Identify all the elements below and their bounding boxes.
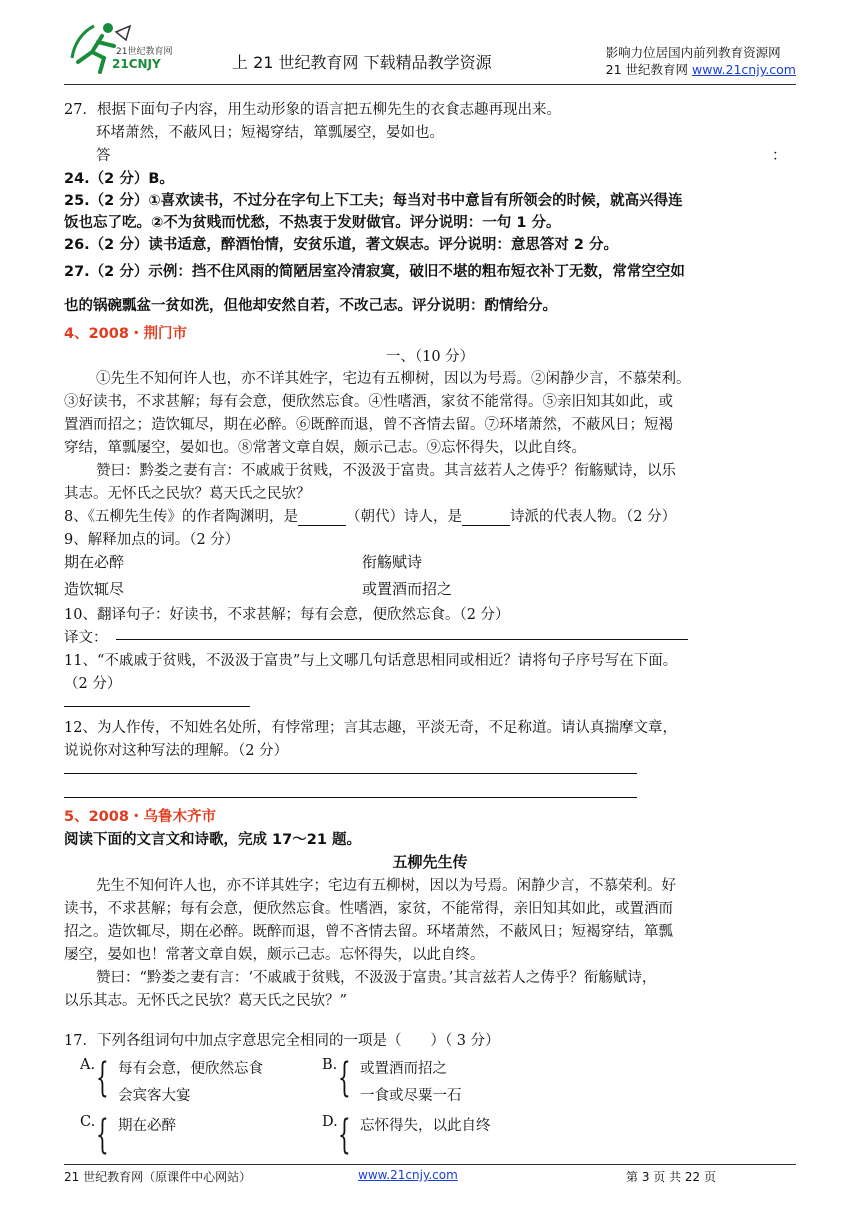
svg-text:21CNJY: 21CNJY bbox=[112, 57, 161, 71]
footer-divider bbox=[64, 1164, 796, 1165]
header-slogan: 影响力位居国内前列教育资源网 bbox=[605, 45, 781, 60]
option-d-1: 忘怀得失，以此自终 bbox=[360, 1118, 491, 1134]
page-header bbox=[0, 0, 860, 90]
q17: 17．下列各组词句中加点字意思完全相同的一项是（ ）（ 3 分） bbox=[64, 1033, 500, 1049]
logo-icon bbox=[64, 18, 174, 80]
option-d-label[interactable]: D. bbox=[322, 1114, 338, 1130]
section5-passage-2: 读书，不求甚解；每有会意，便欣然忘食。性嗜酒，家贫，不能常得，亲旧知其如此，或置酒而 bbox=[64, 901, 673, 917]
option-b-brace-icon: { bbox=[338, 1055, 351, 1101]
section5-passage-6: 以乐其志。无怀氏之民欤？葛天氏之民欤？” bbox=[64, 993, 347, 1009]
section4-passage-3: 置酒而招之；造饮辄尽，期在必醉。⑥既醉而退，曾不吝情去留。⑦环堵萧然，不蔽风日；短褐 bbox=[64, 417, 673, 433]
q8-blank-school[interactable] bbox=[462, 511, 510, 526]
answer-25-cont: 饭也忘了吃。②不为贫贱而忧愁，不热衷于发财做官。评分说明：一句 1 分。 bbox=[64, 215, 561, 231]
section5-heading: 五柳先生传 bbox=[392, 853, 468, 871]
option-a-1: 每有会意，便欣然忘食 bbox=[118, 1061, 263, 1077]
q11: 11、“不戚戚于贫贱，不汲汲于富贵”与上文哪几句话意思相同或相近？请将句子序号写在下面。 bbox=[64, 653, 678, 669]
q27-prompt: 27．根据下面句子内容，用生动形象的语言把五柳先生的衣食志趣再现出来。 bbox=[64, 102, 561, 118]
q27-answer-label: 答 bbox=[96, 148, 111, 164]
q10: 10、翻译句子：好读书，不求甚解；每有会意，便欣然忘食。（2 分） bbox=[64, 607, 510, 623]
section4-title: 4、2008・荆门市 bbox=[64, 326, 187, 342]
answer-25: 25.（2 分）①喜欢读书，不过分在字句上下工夫；每当对书中意旨有所领会的时候，就高兴得连 bbox=[64, 193, 683, 209]
q12: 12、为人作传，不知姓名处所，有悖常理；言其志趣，平淡无奇，不足称道。请认真揣摩文章， bbox=[64, 720, 677, 736]
q27-answer-colon: ： bbox=[772, 148, 787, 164]
option-b-2: 一食或尽粟一石 bbox=[360, 1088, 462, 1104]
section4-passage-2: ③好读书，不求甚解；每有会意，便欣然忘食。④性嗜酒，家贫不能常得。⑤亲旧知其如此，或 bbox=[64, 394, 673, 410]
header-title: 上 21 世纪教育网 下载精品教学资源 bbox=[232, 53, 492, 72]
option-c-label[interactable]: C. bbox=[80, 1114, 96, 1130]
section5-passage-3: 招之。造饮辄尽，期在必醉。既醉而退，曾不吝情去留。环堵萧然，不蔽风日；短褐穿结，箪瓢 bbox=[64, 924, 673, 940]
q9-item-4: 或置酒而招之 bbox=[362, 580, 453, 598]
section5-passage-4: 屡空，晏如也！常著文章自娱，颇示己志。忘怀得失，以此自终。 bbox=[64, 947, 485, 963]
option-a-label[interactable]: A. bbox=[80, 1057, 96, 1073]
section4-passage-5: 赞曰：黔娄之妻有言：不戚戚于贫贱，不汲汲于富贵。其言兹若人之俦乎？衔觞赋诗，以乐 bbox=[96, 463, 676, 479]
answer-27-cont: 也的锅碗瓢盆一贫如洗，但他却安然自若，不改己志。评分说明：酌情给分。 bbox=[64, 298, 557, 314]
answer-24: 24.（2 分）B。 bbox=[64, 171, 174, 187]
q11-points: （2 分） bbox=[64, 676, 122, 692]
option-b-1: 或置酒而招之 bbox=[360, 1061, 447, 1077]
q12-answer-line-2[interactable] bbox=[64, 797, 637, 798]
answer-27: 27.（2 分）示例：挡不住风雨的简陋居室冷清寂寞，破旧不堪的粗布短衣补丁无数，常常空空如 bbox=[64, 264, 685, 280]
option-d-brace-icon: { bbox=[338, 1112, 351, 1158]
answer-26: 26.（2 分）读书适意，醉酒怡情，安贫乐道，著文娱志。评分说明：意思答对 2 分。 bbox=[64, 237, 619, 253]
footer-left: 21 世纪教育网（原课件中心网站） bbox=[64, 1170, 252, 1184]
section4-passage-6: 其志。无怀氏之民欤？葛天氏之民欤？ bbox=[64, 486, 311, 502]
header-site: 21 世纪教育网 www.21cnjy.com bbox=[605, 62, 796, 77]
q12-cont: 说说你对这种写法的理解。（2 分） bbox=[64, 743, 289, 759]
svg-text:21世纪教育网: 21世纪教育网 bbox=[116, 47, 173, 57]
section5-passage-5: 赞曰：“黔娄之妻有言：‘不戚戚于贫贱，不汲汲于富贵。’其言兹若人之俦乎？衔觞赋诗， bbox=[96, 970, 657, 986]
q27-quote: 环堵萧然，不蔽风日；短褐穿结，箪瓢屡空，晏如也。 bbox=[96, 125, 444, 141]
header-right bbox=[606, 44, 796, 78]
section5-instruction: 阅读下面的文言文和诗歌，完成 17～21 题。 bbox=[64, 832, 361, 848]
option-a-brace-icon: { bbox=[96, 1055, 109, 1101]
q9-item-2: 衔觞赋诗 bbox=[362, 553, 423, 571]
header-divider bbox=[64, 84, 796, 85]
section4-passage-1: ①先生不知何许人也，亦不详其姓字，宅边有五柳树，因以为号焉。②闲静少言，不慕荣利。 bbox=[96, 371, 691, 387]
section4-passage-4: 穿结，箪瓢屡空，晏如也。⑧常著文章自娱，颇示己志。⑨忘怀得失，以此自终。 bbox=[64, 440, 586, 456]
q9-item-3: 造饮辄尽 bbox=[64, 580, 125, 598]
footer-page: 第 3 页 共 22 页 bbox=[626, 1170, 716, 1184]
header-link[interactable]: www.21cnjy.com bbox=[692, 62, 796, 77]
q8-blank-dynasty[interactable] bbox=[298, 511, 346, 526]
q11-answer-line[interactable] bbox=[64, 706, 250, 707]
section5-title: 5、2008・乌鲁木齐市 bbox=[64, 809, 216, 825]
q10-answer-line[interactable] bbox=[116, 639, 688, 640]
q12-answer-line-1[interactable] bbox=[64, 773, 637, 774]
option-a-2: 会宾客大宴 bbox=[118, 1088, 191, 1104]
q9: 9、解释加点的词。（2 分） bbox=[64, 532, 240, 548]
q10-label: 译文： bbox=[64, 630, 108, 646]
q8: 8、《五柳先生传》的作者陶渊明，是 （朝代）诗人，是 诗派的代表人物。（2 分） bbox=[64, 509, 677, 525]
option-b-label[interactable]: B. bbox=[322, 1057, 338, 1073]
section5-passage-1: 先生不知何许人也，亦不详其姓字；宅边有五柳树，因以为号焉。闲静少言，不慕荣利。好 bbox=[96, 878, 676, 894]
section4-subtitle: 一、（10 分） bbox=[385, 349, 475, 365]
option-c-1: 期在必醉 bbox=[118, 1118, 176, 1134]
q9-item-1: 期在必醉 bbox=[64, 553, 125, 571]
footer-link[interactable]: www.21cnjy.com bbox=[358, 1168, 458, 1182]
option-c-brace-icon: { bbox=[96, 1112, 109, 1158]
